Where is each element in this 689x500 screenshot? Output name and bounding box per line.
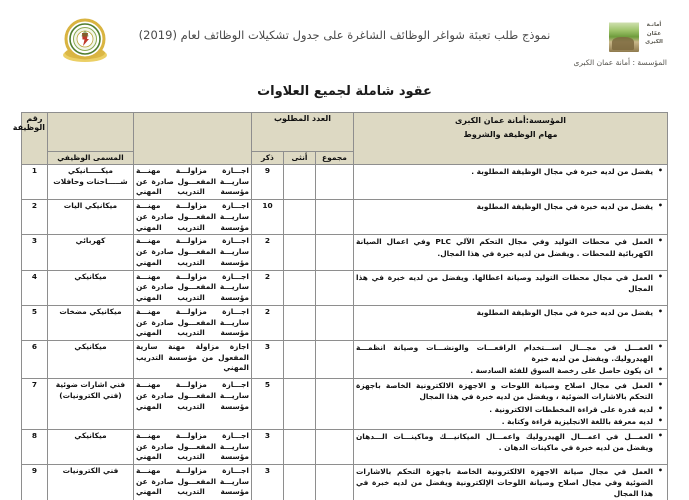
cell-job-number: 1 xyxy=(21,165,47,200)
cell-job-number: 9 xyxy=(21,464,47,500)
cell-male: 3 xyxy=(251,429,283,464)
condition-item: • يفضل من لديه خبرة في مجال الوظيفة المطلوبة . xyxy=(356,166,653,177)
cell-job-title: فني الكترونيات xyxy=(47,464,133,500)
header-org-line1: المؤسسة:أمانة عمان الكبرى xyxy=(455,116,566,125)
vacancies-table xyxy=(12,112,668,500)
cell-male: 3 xyxy=(251,341,283,379)
cell-job-number: 6 xyxy=(21,341,47,379)
header-total: مجموع xyxy=(316,152,354,165)
header-tasks-conditions xyxy=(354,113,668,165)
cell-job-number: 2 xyxy=(21,200,47,235)
cell-male: 2 xyxy=(251,270,283,305)
cell-job-title: ميكانيكي اليات xyxy=(47,200,133,235)
cell-total xyxy=(316,429,354,464)
cell-total xyxy=(316,200,354,235)
table-body xyxy=(21,165,667,500)
condition-item: • لديه قدرة على قراءة المخططات الالكترونية . xyxy=(356,404,653,415)
cell-conditions xyxy=(354,429,668,464)
table-row xyxy=(21,305,667,340)
cell-male: 2 xyxy=(251,235,283,270)
cell-total xyxy=(316,464,354,500)
header-org-line2: مهام الوظيفة والشروط xyxy=(463,129,558,139)
cell-conditions xyxy=(354,379,668,429)
page-title: نموذج طلب تعبئة شواغر الوظائف الشاغرة على جدول تشكيلات الوظائف لعام (2019) xyxy=(138,28,551,42)
table-row xyxy=(21,165,667,200)
cell-total xyxy=(316,341,354,379)
cell-certificate: اجـــازة مزاولـــة مهنـــة ساريـــة المفعـــول صادرة عن مؤسسة التدريب المهني xyxy=(133,200,251,235)
condition-item: • يفضل من لديه خبرة في مجال الوظيفة المطلوبة xyxy=(356,201,653,212)
cell-female xyxy=(284,200,316,235)
gam-logo-text: أمانـة عمّان الكبرى xyxy=(645,22,663,46)
cell-conditions xyxy=(354,341,668,379)
cell-conditions xyxy=(354,464,668,500)
cell-job-number: 8 xyxy=(21,429,47,464)
cell-job-title: ميكانيكي xyxy=(47,270,133,305)
condition-item: • العمل في مجال اصلاح وصيانة اللوحات و الاجهزة الالكترونية الخاصة باجهزة التحكم بالاشارات الضوئية ، ويفضل من لديه خبرة في هذا المجال xyxy=(356,380,653,402)
cell-certificate: اجازة مزاولة مهنة سارية المفعول من مؤسسة التدريب المهني xyxy=(133,341,251,379)
cell-job-title: كهربائي xyxy=(47,235,133,270)
cell-job-title: ميكانيكي xyxy=(47,429,133,464)
cell-male: 2 xyxy=(251,305,283,340)
table-row xyxy=(21,270,667,305)
cell-female xyxy=(284,429,316,464)
table-row xyxy=(21,235,667,270)
cell-male: 9 xyxy=(251,165,283,200)
condition-item: • العمل في محطات التوليد وفي مجال التحكم الآلي PLC وفي اعمال الصيانة الكهربائية للمحطات . ويفضل من لديه خبرة في هذا المجال. xyxy=(356,236,653,258)
cell-certificate: اجـــازة مزاولـــة مهنـــة ساريـــة المفعـــول صادرة عن مؤسسة التدريب المهني xyxy=(133,379,251,429)
cell-job-title: ميكانيكي xyxy=(47,341,133,379)
condition-item: • ان يكون حاصل على رخصة السوق للفئة السادسة . xyxy=(356,365,653,376)
condition-item: • العمـــل في مجـــال اســـتخدام الرافعـــات والونشـــات وصيانة انظمـــة الهيدروليك. ويفضل من لديه خبرة xyxy=(356,342,653,364)
cell-female xyxy=(284,379,316,429)
table-row xyxy=(21,379,667,429)
cell-certificate: اجـــازة مزاولـــة مهنـــة ساريـــة المفعـــول صادرة عن مؤسسة التدريب المهني xyxy=(133,305,251,340)
vacancies-table-container xyxy=(12,112,668,500)
cell-conditions xyxy=(354,270,668,305)
cell-total xyxy=(316,379,354,429)
cell-job-number: 3 xyxy=(21,235,47,270)
cell-job-title: ميكانيكي مضخات xyxy=(47,305,133,340)
cell-male: 5 xyxy=(251,379,283,429)
cell-total xyxy=(316,270,354,305)
cell-total xyxy=(316,165,354,200)
cell-conditions xyxy=(354,165,668,200)
cell-female xyxy=(284,270,316,305)
cell-conditions xyxy=(354,200,668,235)
cell-job-title: ميكـــــانيكي شـــــاحنات وحافلات xyxy=(47,165,133,200)
cell-job-number: 5 xyxy=(21,305,47,340)
cell-job-number: 7 xyxy=(21,379,47,429)
cell-male: 10 xyxy=(251,200,283,235)
condition-item: • العمـــل في اعمـــال الهيدروليك واعمـــال الميكانيـــك وماكينـــات الـــدهان ويفضل من لديه خبرة في ماكينات الدهان . xyxy=(356,431,653,453)
cell-total xyxy=(316,235,354,270)
header-job-number xyxy=(12,113,47,165)
header-job-title: المسمى الوظيفي xyxy=(47,152,133,165)
header-job-title-spacer xyxy=(47,113,133,152)
cell-certificate: اجـــازة مزاولـــة مهنـــة ساريـــة المفعـــول صادرة عن مؤسسة التدريب المهني xyxy=(133,464,251,500)
header-certificate xyxy=(133,113,251,165)
cell-job-title: فني اشارات ضوئية (فني الكترونيات) xyxy=(47,379,133,429)
organization-label: المؤسسة : أمانة عمان الكبرى xyxy=(573,58,667,67)
cell-certificate: اجـــازة مزاولـــة مهنـــة ساريـــة المفعـــول صادرة عن مؤسسة التدريب المهني xyxy=(133,235,251,270)
cell-certificate: اجـــازة مزاولـــة مهنـــة ساريـــة المفعـــول صادرة عن مؤسسة التدريب المهني xyxy=(133,429,251,464)
condition-item: • يفضل من لديه خبرة في مجال الوظيفة المطلوبة xyxy=(356,307,653,318)
table-row xyxy=(21,429,667,464)
table-row xyxy=(21,200,667,235)
condition-item: • العمل في مجال صيانة الاجهزة الالكترونية الخاصة باجهزة التحكم بالاشارات الضوئية وفي مجال اصلاح وصيانة اللوحات الإلكترونية ويفضل من لديه خبرة في هذا المجال xyxy=(356,466,653,499)
table-row xyxy=(21,464,667,500)
header-job-number-label: رقم الوظيفة xyxy=(12,114,45,132)
cell-certificate: اجـــازة مزاولـــة مهنـــة ساريـــة المفعـــول صادرة عن مؤسسة التدريب المهني xyxy=(133,270,251,305)
cell-total xyxy=(316,305,354,340)
cell-job-number: 4 xyxy=(21,270,47,305)
cell-female xyxy=(284,341,316,379)
cell-conditions xyxy=(354,305,668,340)
cell-female xyxy=(284,165,316,200)
document-subtitle: عقود شاملة لجميع العلاوات xyxy=(257,84,432,99)
document-header xyxy=(0,0,689,78)
cell-conditions xyxy=(354,235,668,270)
cell-female xyxy=(284,464,316,500)
cell-male: 3 xyxy=(251,464,283,500)
table-header xyxy=(12,113,667,165)
condition-item: • لديه معرفة باللغة الانجليزية قراءة وكتابة . xyxy=(356,416,653,427)
header-female: أنثى xyxy=(284,152,316,165)
table-row xyxy=(21,341,667,379)
condition-item: • العمل في مجال محطات التوليد وصيانة اعطالها. ويفضل من لديه خبرة في هذا المجال xyxy=(356,272,653,294)
cell-female xyxy=(284,305,316,340)
header-required-count: العدد المطلوب xyxy=(251,113,353,152)
cell-certificate: اجـــازة مزاولـــة مهنـــة ساريـــة المفعـــول صادرة عن مؤسسة التدريب المهني xyxy=(133,165,251,200)
cell-female xyxy=(284,235,316,270)
header-male: ذكر xyxy=(251,152,283,165)
